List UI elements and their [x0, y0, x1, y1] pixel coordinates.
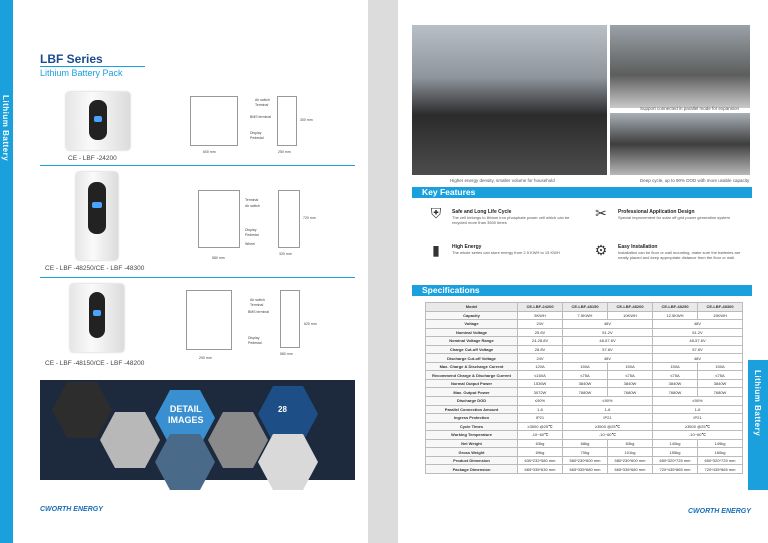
drawing-dim: 580 mm [212, 256, 225, 260]
spec-header-cell: CE-LBF-48250 [653, 303, 698, 312]
drawing-dim: 580 mm [280, 352, 293, 356]
right-side-tab [748, 360, 768, 490]
left-tab-label: Lithium Battery [1, 95, 10, 162]
spec-value-cell: 1-6 [653, 405, 743, 414]
spec-header-row [426, 303, 743, 312]
spec-value-cell: 3840W [653, 379, 698, 388]
spec-value-cell: 48-57.6V [653, 337, 743, 346]
drawing-dim: 250 mm [278, 150, 291, 154]
spec-value-cell: 48V [653, 354, 743, 363]
product-caption: CE - LBF -48150/CE - LBF -48200 [45, 360, 145, 367]
spec-value-cell: 120A [518, 362, 563, 371]
spec-value-cell: ≤90% [653, 397, 743, 406]
specifications-table [425, 302, 743, 474]
spec-value-cell: 1-6 [563, 405, 653, 414]
spec-label-cell: Nominal Voltage [426, 328, 518, 337]
spec-value-cell: 68kg [563, 439, 608, 448]
spec-label-cell: Working Temperature [426, 431, 518, 440]
drawing-label: Terminal [245, 198, 259, 202]
spec-value-cell: 10KWH [608, 311, 653, 320]
battery-icon: ▮ [432, 242, 440, 258]
section-divider [40, 165, 355, 166]
drawing-label: Pedestal [245, 233, 259, 237]
spec-label-cell: Discharge Cut-off Voltage [426, 354, 518, 363]
drawing-label: Pedestal [250, 136, 264, 140]
table-row [426, 465, 743, 474]
spec-value-cell: ≤90% [518, 397, 563, 406]
spec-value-cell: 48-57.6V [563, 337, 653, 346]
table-row [426, 311, 743, 320]
drawing-dim: 300 mm [300, 118, 313, 122]
drawing-label: BMS terminal [250, 115, 272, 119]
feature-text: Installation can be floor or wall mounting, make sure the batteries are neatly placed and keep appropriate distance from the floor or wall. [618, 250, 741, 260]
spec-value-cell: 48V [563, 354, 653, 363]
spec-value-cell: 3840W [563, 379, 608, 388]
detail-images-title [168, 404, 204, 426]
spec-value-cell: 160kg [698, 448, 743, 457]
series-subtitle: Lithium Battery Pack [40, 68, 123, 78]
spec-header-cell: CE-LBF-48300 [698, 303, 743, 312]
spec-label-cell: Cycle Times [426, 422, 518, 431]
company-logo: CWORTH ENERGY [40, 506, 103, 513]
title-divider [40, 66, 145, 67]
spec-value-cell: 3840W [608, 379, 653, 388]
spec-value-cell: 630*232*580 mm [518, 456, 563, 465]
spec-label-cell: Charge Cut-off Voltage [426, 345, 518, 354]
spec-header-cell: CE-LBF-24200 [518, 303, 563, 312]
product-caption: CE - LBF -24200 [68, 155, 117, 162]
spec-value-cell: 7680W [653, 388, 698, 397]
spec-value-cell: 51.2V [653, 328, 743, 337]
drawing-label: Air switch [250, 298, 265, 302]
spec-value-cell: ≤75A [653, 371, 698, 380]
spec-value-cell: ≤75A [698, 371, 743, 380]
spec-value-cell: 15KWH [698, 311, 743, 320]
spec-value-cell: 650*320*725 mm [698, 456, 743, 465]
spec-value-cell: 665*335*630 mm [518, 465, 563, 474]
spec-value-cell: 665*335*680 mm [563, 465, 608, 474]
drawing-label: Pedestal [248, 341, 262, 345]
spec-value-cell: 580*230*600 mm [563, 456, 608, 465]
spec-value-cell: 149kg [698, 439, 743, 448]
spec-value-cell: 51.2V [563, 328, 653, 337]
spec-label-cell: Max. Output Power [426, 388, 518, 397]
key-features-header: Key Features [412, 187, 752, 198]
feature-title: Safe and Long Life Cycle [452, 209, 512, 215]
table-row [426, 431, 743, 440]
spec-value-cell: 3840W [698, 379, 743, 388]
table-row [426, 414, 743, 423]
drawing-label: Wheel [245, 242, 255, 246]
table-row [426, 448, 743, 457]
spec-value-cell: 1536W [518, 379, 563, 388]
spec-value-cell: 57.6V [563, 345, 653, 354]
spec-value-cell: 7680W [608, 388, 653, 397]
spec-value-cell: 24V [518, 354, 563, 363]
spec-label-cell: Gross Weight [426, 448, 518, 457]
drawing-dim: 290 mm [199, 356, 212, 360]
table-row [426, 320, 743, 329]
feature-text: Special improvement for solar off grid power generation system [618, 215, 730, 220]
spec-value-cell: ≤160A [518, 371, 563, 380]
drawing-dim: 600 mm [203, 150, 216, 154]
spec-value-cell: ≥3500 @25℃ [563, 422, 653, 431]
spec-label-cell: Max. Charge & Discharge Current [426, 362, 518, 371]
table-row [426, 456, 743, 465]
spec-value-cell: ≥3500 @25℃ [518, 422, 563, 431]
drawing-label: Display [250, 131, 262, 135]
detail-line1: DETAIL [169, 404, 202, 414]
feature-title: Easy Installation [618, 244, 658, 250]
spec-value-cell: 150A [608, 362, 653, 371]
drawing-dim: 720 mm [303, 216, 316, 220]
feature-text: The cell belongs to lithium iron phosphate power cell which can be recycled more than 3500 times [452, 215, 570, 225]
drawing-side-48150 [280, 290, 300, 348]
drawing-label: Terminal [250, 303, 264, 307]
table-row [426, 371, 743, 380]
spec-value-cell: -10~60℃ [653, 431, 743, 440]
spec-value-cell: 650*320*725 mm [653, 456, 698, 465]
photo-deep-cycle [610, 113, 750, 175]
table-row [426, 362, 743, 371]
spec-value-cell: 7.5KWH [563, 311, 608, 320]
table-row [426, 345, 743, 354]
spec-value-cell: 24V [518, 320, 563, 329]
table-row [426, 405, 743, 414]
spec-value-cell: 83kg [608, 439, 653, 448]
drawing-label: Air switch [255, 98, 270, 102]
table-row [426, 388, 743, 397]
spec-label-cell: Recommend Charge & Discharge Current [426, 371, 518, 380]
photo-caption: Higher energy density, smaller volume for household [450, 178, 555, 183]
product-image-48150 [70, 284, 124, 352]
photo-parallel [610, 25, 750, 108]
tools-icon: ✂ [595, 205, 607, 221]
spec-header-cell: Model [426, 303, 518, 312]
spec-header-cell: CE-LBF-48200 [608, 303, 653, 312]
product-image-24200 [66, 92, 130, 150]
photo-factory [412, 25, 607, 175]
product-caption: CE - LBF -48250/CE - LBF -48300 [45, 265, 145, 272]
specifications-header: Specifications [412, 285, 752, 296]
spec-value-cell: 48V [563, 320, 653, 329]
spec-value-cell: ≥3500 @25℃ [653, 422, 743, 431]
drawing-label: Terminal [255, 103, 269, 107]
spec-value-cell: 63kg [518, 439, 563, 448]
spec-value-cell: 7680W [698, 388, 743, 397]
spec-value-cell: IP21 [518, 414, 563, 423]
drawing-dim: 320 mm [279, 252, 292, 256]
drawing-front-48150 [186, 290, 232, 350]
left-side-tab [0, 0, 13, 543]
section-divider [40, 277, 355, 278]
spec-label-cell: Product Dimension [426, 456, 518, 465]
spec-header-cell: CE-LBF-48150 [563, 303, 608, 312]
spec-value-cell: 69kg [518, 448, 563, 457]
spec-value-cell: 580*230*600 mm [608, 456, 653, 465]
spec-value-cell: 150A [698, 362, 743, 371]
spec-value-cell: 25.6V [518, 328, 563, 337]
drawing-side-48250 [278, 190, 300, 248]
spec-value-cell: ≤90% [563, 397, 653, 406]
table-row [426, 354, 743, 363]
spec-value-cell: ≤75A [563, 371, 608, 380]
spec-label-cell: Capacity [426, 311, 518, 320]
feature-text: The whole series can store energy from 2.5 KWH to 15 KWH [452, 250, 560, 255]
table-row [426, 422, 743, 431]
photo-caption: Support connected in parallel mode for expansion [640, 106, 740, 111]
table-row [426, 439, 743, 448]
spec-label-cell: Package Dimension [426, 465, 518, 474]
spec-value-cell: 140kg [653, 439, 698, 448]
spec-value-cell: 7680W [563, 388, 608, 397]
spec-label-cell: Parallel Connection Amount [426, 405, 518, 414]
table-row [426, 328, 743, 337]
table-row [426, 379, 743, 388]
spec-label-cell: Discharge DOD [426, 397, 518, 406]
drawing-dim: 620 mm [304, 322, 317, 326]
spec-value-cell: 665*335*680 mm [608, 465, 653, 474]
series-title: LBF Series [40, 52, 103, 66]
company-logo: CWORTH ENERGY [688, 508, 751, 515]
spec-value-cell: 12.5KWH [653, 311, 698, 320]
spec-value-cell: ≤75A [608, 371, 653, 380]
spec-value-cell: 150A [653, 362, 698, 371]
spec-value-cell: 150A [563, 362, 608, 371]
detail-display-value: 28 [278, 405, 287, 414]
drawing-side-24200 [277, 96, 297, 146]
spec-value-cell: 24-28.8V [518, 337, 563, 346]
spec-value-cell: 3072W [518, 388, 563, 397]
spec-label-cell: Ingress Protection [426, 414, 518, 423]
spec-label-cell: Normal Output Power [426, 379, 518, 388]
spec-value-cell: 57.6V [653, 345, 743, 354]
drawing-label: Display [248, 336, 260, 340]
spec-value-cell: 720*435*865 mm [653, 465, 698, 474]
table-row [426, 397, 743, 406]
spec-value-cell: IP21 [563, 414, 653, 423]
feature-title: High Energy [452, 244, 482, 250]
right-tab-label: Lithium Battery [753, 370, 762, 437]
spec-value-cell: -10~60℃ [518, 431, 563, 440]
spec-label-cell: Voltage [426, 320, 518, 329]
spec-value-cell: 155kg [653, 448, 698, 457]
feature-title: Professional Application Design [618, 209, 695, 215]
spec-value-cell: 28.8V [518, 345, 563, 354]
spec-label-cell: Nominal Voltage Range [426, 337, 518, 346]
photo-caption: Deep cycle, up to 90% DOD with more usable capacity [640, 178, 750, 183]
drawing-front-48250 [198, 190, 240, 248]
spec-value-cell: 720*435*865 mm [698, 465, 743, 474]
spec-value-cell: 101kg [608, 448, 653, 457]
shield-icon: ⛨ [430, 205, 442, 221]
drawing-front-24200 [190, 96, 238, 146]
spec-value-cell: IP21 [653, 414, 743, 423]
drawing-label: Display [245, 228, 257, 232]
spec-label-cell: Net Weight [426, 439, 518, 448]
product-image-48250 [76, 172, 118, 260]
table-row [426, 337, 743, 346]
detail-line2: IMAGES [168, 415, 204, 425]
spec-value-cell: 5KWH [518, 311, 563, 320]
drawing-label: Air switch [245, 204, 260, 208]
drawing-label: BMS terminal [248, 310, 270, 314]
spec-value-cell: -10~60℃ [563, 431, 653, 440]
page-gutter [368, 0, 398, 543]
spec-value-cell: 1-6 [518, 405, 563, 414]
spec-value-cell: 48V [653, 320, 743, 329]
gear-icon: ⚙ [594, 242, 608, 258]
spec-value-cell: 70kg [563, 448, 608, 457]
